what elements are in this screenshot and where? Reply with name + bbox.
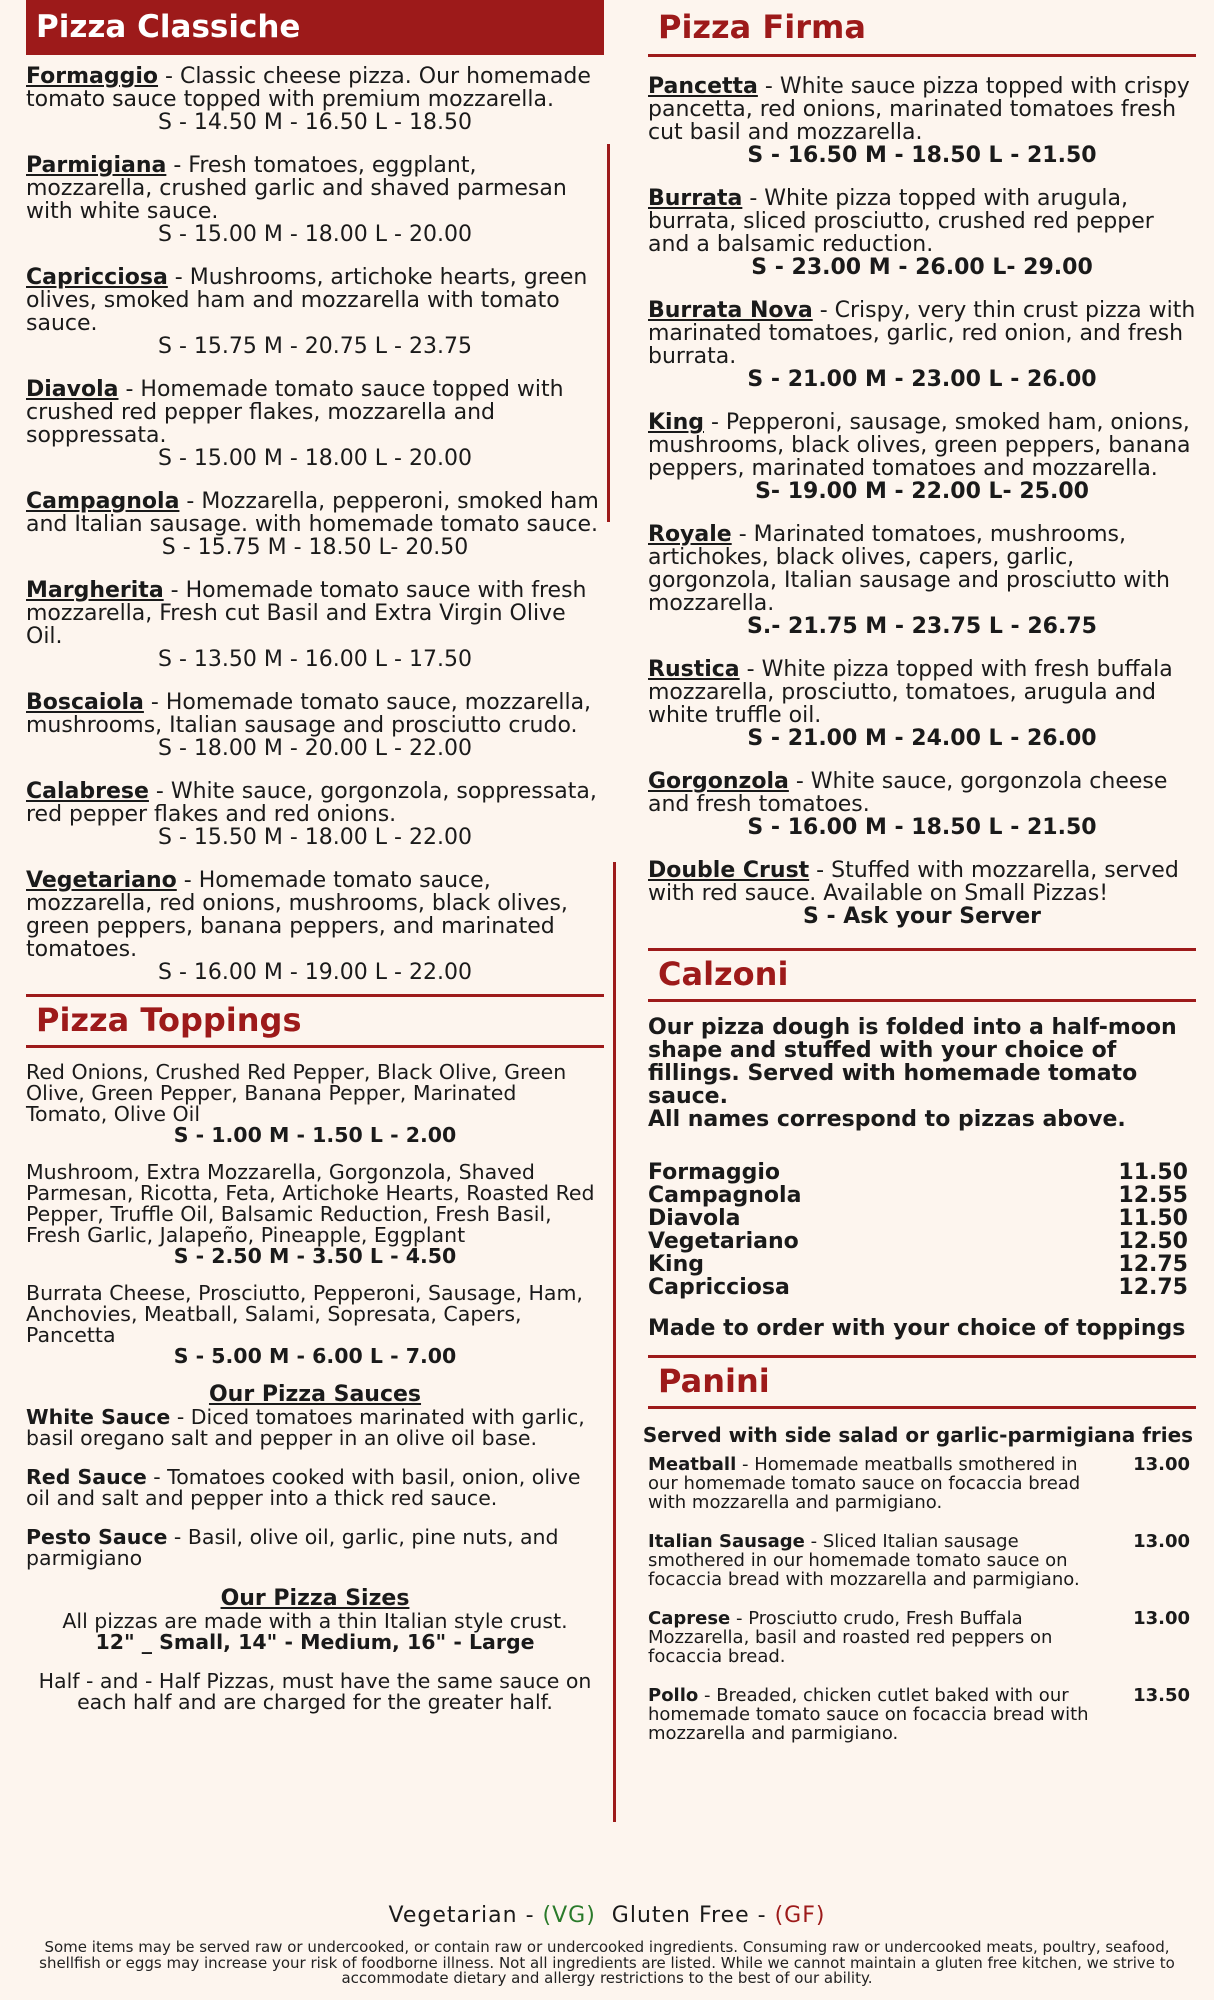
item-desc: - Classic cheese pizza. Our homemade tomato sauce topped with premium mozzarella. (26, 64, 591, 112)
topping-price: S - 2.50 M - 3.50 L - 4.50 (173, 1244, 457, 1268)
panini-name: Pollo (648, 1685, 699, 1706)
item-desc: - White sauce, gorgonzola, soppressata, red pepper flakes and red onions. (26, 779, 597, 827)
classiche-header: Pizza Classiche (26, 0, 604, 55)
item-price: S - 15.00 M - 18.00 L - 20.00 (158, 446, 472, 471)
menu-item (648, 523, 1196, 638)
item-description (648, 859, 1196, 905)
firma-header: Pizza Firma (648, 0, 1196, 57)
item-desc: - Stuffed with mozzarella, served with red sauce. Available on Small Pizzas! (648, 858, 1179, 906)
item-price: S - 15.50 M - 18.00 L - 22.00 (158, 825, 472, 850)
item-desc: - Homemade tomato sauce topped with crushed red pepper flakes, mozzarella and soppressata. (26, 377, 564, 448)
panini-desc: - Prosciutto crudo, Fresh Buffala Mozzarella, basil and roasted red peppers on focaccia bread. (648, 1608, 1053, 1667)
item-name: King (648, 410, 704, 435)
item-description (648, 299, 1196, 368)
item-description (26, 65, 604, 111)
item-desc: - Pepperoni, sausage, smoked ham, onions, mushrooms, black olives, green peppers, banana peppers, marinated tomatoes and mozzarella. (648, 410, 1191, 481)
left-column (26, 0, 604, 1713)
topping-price: S - 1.00 M - 1.50 L - 2.00 (173, 1123, 457, 1147)
menu-item (26, 579, 604, 671)
vegetarian-code: (VG) (542, 1903, 596, 1928)
menu-item (26, 869, 604, 984)
item-description (26, 378, 604, 447)
sauce-name: Pesto Sauce (26, 1525, 168, 1549)
topping-list-text: Mushroom, Extra Mozzarella, Gorgonzola, Shaved Parmesan, Ricotta, Feta, Artichoke Hearts, Roasted Red Pepper, Truffle Oil, Balsamic Reduction, Fresh Basil, Fresh Garlic, Jalapeño, Pineapple, Eggplant (26, 1160, 595, 1247)
panini-price: 13.50 (1133, 1685, 1190, 1706)
sauces-title: Our Pizza Sauces (208, 1382, 422, 1407)
calzoni-list (648, 1161, 1196, 1299)
vegetarian-label: Vegetarian - (388, 1903, 543, 1928)
disclaimer-text: Some items may be served raw or undercooked, or contain raw or undercooked ingredients. Consuming raw or undercooked meats, poultry, seafood, shellfish or eggs may increase your risk of foodborne illness. Not all ingredients are listed. While we cannot maintain a gluten free kitchen, we strive to accommodate dietary and allergy restrictions to the best of our ability. (39, 1938, 1175, 1987)
item-name: Gorgonzola (648, 769, 789, 794)
menu-item (648, 299, 1196, 391)
panini-price: 13.00 (1133, 1454, 1190, 1475)
item-description (648, 523, 1196, 615)
item-description (26, 869, 604, 961)
item-name: Rustica (648, 657, 740, 682)
topping-group (26, 1283, 604, 1367)
menu-item (26, 378, 604, 470)
item-price: S - 14.50 M - 16.50 L - 18.50 (158, 110, 472, 135)
item-description (26, 266, 604, 335)
sauce-desc: - Diced tomatoes marinated with garlic, basil oregano salt and pepper in an olive oil base. (26, 1405, 585, 1450)
menu-item (26, 691, 604, 760)
item-desc: - White pizza topped with fresh buffala mozzarella, prosciutto, tomatoes, arugula and white truffle oil. (648, 657, 1173, 728)
item-desc: - Mozzarella, pepperoni, smoked ham and Italian sausage. with homemade tomato sauce. (26, 489, 599, 537)
item-description (26, 691, 604, 737)
menu-item (648, 411, 1196, 503)
item-price: S - 15.00 M - 18.00 L - 20.00 (158, 222, 472, 247)
item-description (648, 770, 1196, 816)
item-price: S - 18.00 M - 20.00 L - 22.00 (158, 736, 472, 761)
sauce-name: Red Sauce (26, 1465, 147, 1489)
menu-item (648, 658, 1196, 750)
panini-item (648, 1686, 1196, 1743)
diet-legend (0, 1903, 1214, 1928)
calzone-name: Vegetariano (648, 1229, 799, 1254)
item-name: Pancetta (648, 74, 758, 99)
panini-text (648, 1686, 1108, 1743)
menu-item (26, 65, 604, 134)
menu-item (648, 187, 1196, 279)
gluten-free-code: (GF) (774, 1903, 826, 1928)
item-price: S - 23.00 M - 26.00 L- 29.00 (751, 255, 1093, 280)
calzone-name: Diavola (648, 1206, 741, 1231)
sauce-item (26, 1467, 604, 1509)
item-description (648, 411, 1196, 480)
item-description (26, 490, 604, 536)
item-desc: - Homemade tomato sauce, mozzarella, red onions, mushrooms, black olives, green peppers, banana peppers, and marinated tomatoes. (26, 868, 568, 962)
sauce-desc: - Basil, olive oil, garlic, pine nuts, and parmigiano (26, 1525, 559, 1570)
item-price: S- 19.00 M - 22.00 L- 25.00 (755, 479, 1089, 504)
panini-desc: - Homemade meatballs smothered in our homemade tomato sauce on focaccia bread with mozzarella and parmigiano. (648, 1454, 1081, 1513)
item-desc: - Mushrooms, artichoke hearts, green olives, smoked ham and mozzarella with tomato sauce. (26, 265, 588, 336)
item-desc: - White sauce pizza topped with crispy pancetta, red onions, marinated tomatoes fresh cut basil and mozzarella. (648, 74, 1190, 145)
item-price: S - 21.00 M - 24.00 L - 26.00 (747, 726, 1097, 751)
item-price: S - 16.00 M - 19.00 L - 22.00 (158, 960, 472, 985)
calzone-price: 12.75 (1118, 1252, 1188, 1277)
sizes-line2: 12" _ Small, 14" - Medium, 16" - Large (95, 1630, 535, 1654)
toppings-header: Pizza Toppings (26, 994, 604, 1048)
calzone-row (648, 1207, 1196, 1230)
toppings-list (26, 1062, 604, 1367)
classiche-list (26, 65, 604, 984)
calzone-name: King (648, 1252, 704, 1277)
panini-name: Meatball (648, 1454, 737, 1475)
panini-item (648, 1609, 1196, 1666)
calzone-row (648, 1253, 1196, 1276)
item-price: S - 16.50 M - 18.50 L - 21.50 (747, 143, 1097, 168)
calzoni-intro-line1: Our pizza dough is folded into a half-moon shape and stuffed with your choice of fillings. Served with homemade tomato sauce. (648, 1015, 1177, 1109)
panini-name: Caprese (648, 1608, 731, 1629)
item-name: Margherita (26, 578, 164, 603)
item-name: Capricciosa (26, 265, 168, 290)
calzoni-intro (648, 1016, 1196, 1131)
panini-subtitle: Served with side salad or garlic-parmigiana fries (642, 1423, 1194, 1447)
panini-price: 13.00 (1133, 1608, 1190, 1629)
panini-desc: - Sliced Italian sausage smothered in our homemade tomato sauce on focaccia bread with mozzarella and parmigiano. (648, 1531, 1080, 1590)
sauce-item (26, 1407, 604, 1449)
calzone-row (648, 1184, 1196, 1207)
item-description (26, 780, 604, 826)
item-name: Parmigiana (26, 153, 167, 178)
firma-list (648, 75, 1196, 928)
menu-item (26, 154, 604, 246)
calzone-name: Formaggio (648, 1160, 781, 1185)
item-name: Burrata (648, 186, 743, 211)
gluten-free-label: Gluten Free - (611, 1903, 775, 1928)
menu-item (26, 266, 604, 358)
item-price: S - 15.75 M - 18.50 L- 20.50 (161, 535, 469, 560)
menu-item (648, 75, 1196, 167)
item-desc: - Fresh tomatoes, eggplant, mozzarella, crushed garlic and shaved parmesan with white sauce. (26, 153, 567, 224)
item-description (26, 154, 604, 223)
item-name: Double Crust (648, 858, 810, 883)
panini-item (648, 1532, 1196, 1589)
item-desc: - Marinated tomatoes, mushrooms, artichokes, black olives, capers, garlic, gorgonzola, Italian sausage and prosciutto with mozzarella. (648, 522, 1170, 616)
calzone-price: 11.50 (1118, 1160, 1188, 1185)
panini-desc: - Breaded, chicken cutlet baked with our homemade tomato sauce on focaccia bread with mozzarella and parmigiano. (648, 1685, 1089, 1744)
item-name: Campagnola (26, 489, 180, 514)
divider-line-2 (613, 862, 616, 1822)
item-price: S - 21.00 M - 23.00 L - 26.00 (747, 367, 1097, 392)
item-name: Burrata Nova (648, 298, 813, 323)
calzone-row (648, 1230, 1196, 1253)
topping-price: S - 5.00 M - 6.00 L - 7.00 (173, 1344, 457, 1368)
calzone-row (648, 1276, 1196, 1299)
sizes-line1: All pizzas are made with a thin Italian style crust. (62, 1609, 568, 1633)
panini-header: Panini (648, 1355, 1196, 1409)
item-price: S - 15.75 M - 20.75 L - 23.75 (158, 334, 472, 359)
panini-text (648, 1455, 1108, 1512)
item-price: S - 16.00 M - 18.50 L - 21.50 (747, 815, 1097, 840)
panini-text (648, 1532, 1108, 1589)
calzoni-header: Calzoni (648, 948, 1196, 1002)
calzoni-intro-line2: All names correspond to pizzas above. (648, 1107, 1126, 1132)
item-price: S.- 21.75 M - 23.75 L - 26.75 (747, 614, 1097, 639)
calzone-price: 12.55 (1118, 1183, 1188, 1208)
right-column (642, 0, 1196, 1763)
topping-group (26, 1062, 604, 1146)
sauces-list (26, 1407, 604, 1569)
topping-group (26, 1162, 604, 1267)
item-desc: - Homemade tomato sauce with fresh mozzarella, Fresh cut Basil and Extra Virgin Olive Oil. (26, 578, 587, 649)
panini-price: 13.00 (1133, 1531, 1190, 1552)
item-desc: - White sauce, gorgonzola cheese and fresh tomatoes. (648, 769, 1168, 817)
menu-item (648, 770, 1196, 839)
item-name: Calabrese (26, 779, 149, 804)
item-desc: - White pizza topped with arugula, burrata, sliced prosciutto, crushed red pepper and a balsamic reduction. (648, 186, 1154, 257)
item-description (648, 187, 1196, 256)
item-name: Boscaiola (26, 690, 144, 715)
sauce-desc: - Tomatoes cooked with basil, onion, olive oil and salt and pepper into a thick red sauce. (26, 1465, 581, 1510)
calzoni-footer: Made to order with your choice of toppings (648, 1316, 1186, 1341)
topping-list-text: Burrata Cheese, Prosciutto, Pepperoni, Sausage, Ham, Anchovies, Meatball, Salami, Sopresata, Capers, Pancetta (26, 1281, 583, 1347)
calzone-price: 11.50 (1118, 1206, 1188, 1231)
item-name: Royale (648, 522, 732, 547)
item-name: Diavola (26, 377, 119, 402)
panini-text (648, 1609, 1108, 1666)
panini-name: Italian Sausage (648, 1531, 805, 1552)
item-description (26, 579, 604, 648)
item-price: S - Ask your Server (802, 904, 1042, 929)
item-desc: - Crispy, very thin crust pizza with marinated tomatoes, garlic, red onion, and fresh burrata. (648, 298, 1196, 369)
sizes-title: Our Pizza Sizes (220, 1586, 410, 1611)
sauce-name: White Sauce (26, 1405, 171, 1429)
item-price: S - 13.50 M - 16.00 L - 17.50 (158, 647, 472, 672)
sizes-block (26, 1611, 604, 1653)
calzone-row (648, 1161, 1196, 1184)
menu-item (648, 859, 1196, 928)
topping-list-text: Red Onions, Crushed Red Pepper, Black Olive, Green Olive, Green Pepper, Banana Pepper, Marinated Tomato, Olive Oil (26, 1060, 567, 1126)
item-name: Formaggio (26, 64, 159, 89)
half-half-note: Half - and - Half Pizzas, must have the same sauce on each half and are charged for the greater half. (38, 1669, 592, 1714)
divider-line-1 (607, 144, 610, 522)
item-desc: - Homemade tomato sauce, mozzarella, mushrooms, Italian sausage and prosciutto crudo. (26, 690, 592, 738)
sauce-item (26, 1527, 604, 1569)
panini-list (648, 1455, 1196, 1743)
menu-item (26, 490, 604, 559)
item-name: Vegetariano (26, 868, 177, 893)
item-description (648, 75, 1196, 144)
calzone-name: Capricciosa (648, 1275, 790, 1300)
item-description (648, 658, 1196, 727)
calzone-price: 12.50 (1118, 1229, 1188, 1254)
calzone-price: 12.75 (1118, 1275, 1188, 1300)
panini-item (648, 1455, 1196, 1512)
menu-item (26, 780, 604, 849)
calzone-name: Campagnola (648, 1183, 802, 1208)
